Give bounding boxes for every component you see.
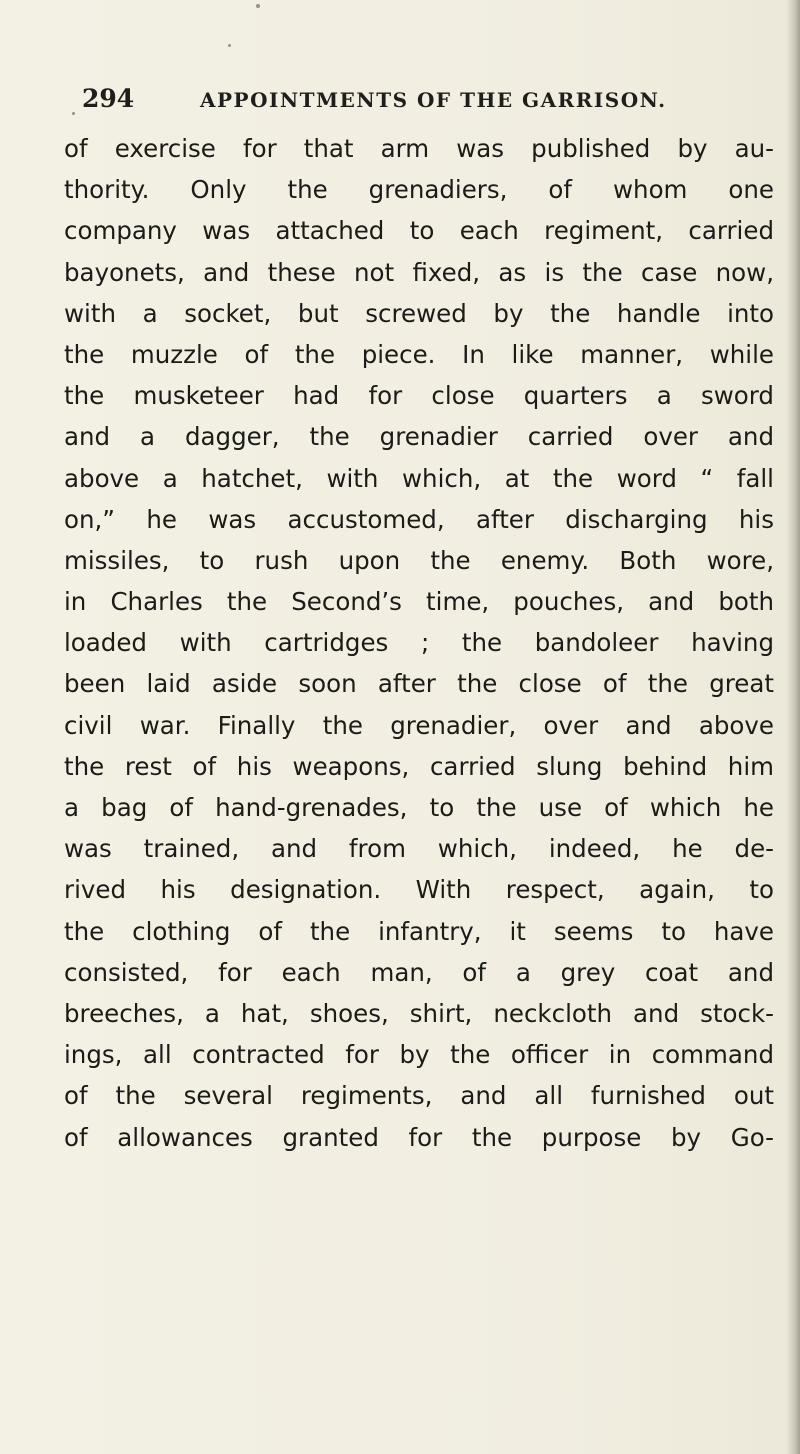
text-line: civil war. Finally the grenadier, over and above xyxy=(64,710,774,740)
text-line: ings, all contracted for by the officer in command xyxy=(64,1040,774,1070)
ink-speck xyxy=(256,4,260,8)
ink-speck xyxy=(228,44,231,47)
body-text xyxy=(64,128,774,1158)
ink-speck xyxy=(72,112,75,115)
text-line: the muzzle of the piece. In like manner, while xyxy=(64,339,774,369)
page-header xyxy=(82,78,772,118)
text-line: above a hatchet, with which, at the word “ fall xyxy=(64,463,774,493)
text-line: on,” he was accustomed, after discharging his xyxy=(64,504,774,534)
text-line: company was attached to each regiment, carried xyxy=(64,216,774,246)
text-line: was trained, and from which, indeed, he de- xyxy=(64,834,774,864)
text-line: thority. Only the grenadiers, of whom one xyxy=(64,175,774,205)
text-line: loaded with cartridges ; the bandoleer having xyxy=(64,628,774,658)
page-edge-shadow xyxy=(786,0,800,1454)
text-line: and a dagger, the grenadier carried over and xyxy=(64,422,774,452)
text-line: rived his designation. With respect, again, to xyxy=(64,875,774,905)
text-line: a bag of hand-grenades, to the use of which he xyxy=(64,793,774,822)
text-line: consisted, for each man, of a grey coat and xyxy=(64,957,774,987)
page-number: 294 xyxy=(82,84,135,113)
text-line: the musketeer had for close quarters a sword xyxy=(64,381,774,411)
text-line: with a socket, but screwed by the handle into xyxy=(64,298,774,328)
text-line: been laid aside soon after the close of the great xyxy=(64,669,774,699)
text-line: missiles, to rush upon the enemy. Both wore, xyxy=(64,545,774,575)
text-line: breeches, a hat, shoes, shirt, neckcloth and stock- xyxy=(64,998,774,1028)
text-line: of the several regiments, and all furnished out xyxy=(64,1081,774,1111)
text-line: in Charles the Second’s time, pouches, and both xyxy=(64,587,774,617)
text-line: bayonets, and these not fixed, as is the case now, xyxy=(64,257,774,287)
text-line: the rest of his weapons, carried slung behind him xyxy=(64,751,774,781)
running-head: APPOINTMENTS OF THE GARRISON. xyxy=(200,88,667,112)
text-line: of exercise for that arm was published by au- xyxy=(64,134,774,163)
text-line: the clothing of the infantry, it seems to have xyxy=(64,916,774,946)
text-line: of allowances granted for the purpose by Go- xyxy=(64,1122,774,1152)
